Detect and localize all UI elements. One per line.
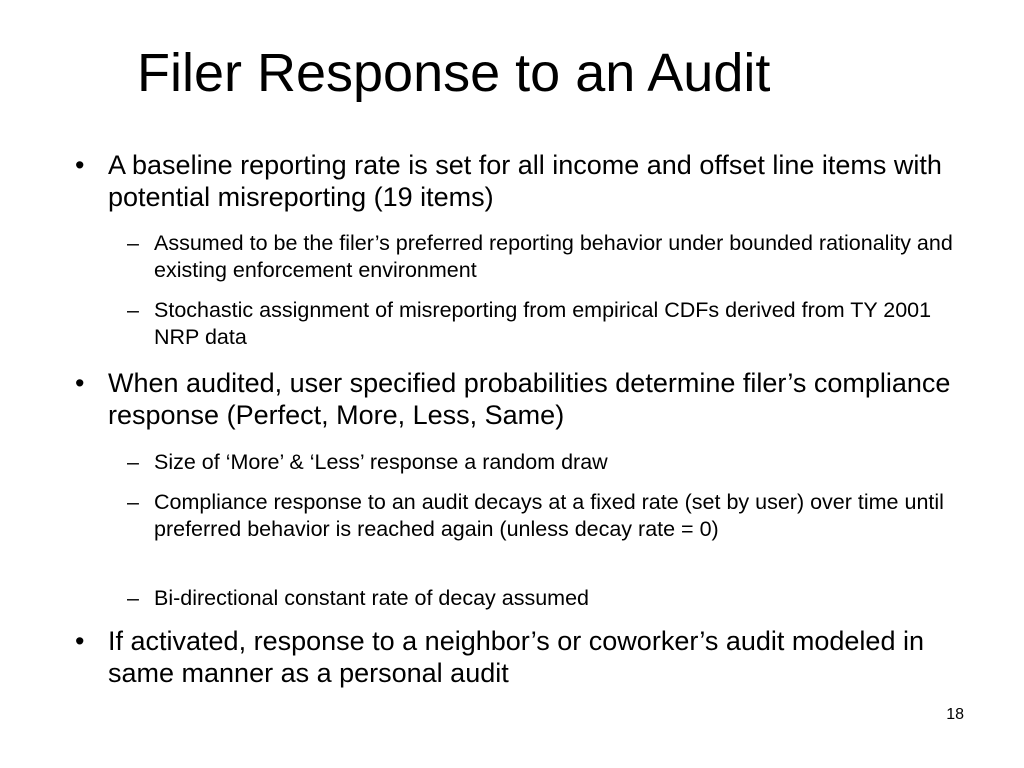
dash-marker: – (127, 231, 139, 255)
bullet-marker: • (75, 150, 85, 180)
dash-marker: – (127, 490, 139, 514)
sub-bullet-text: Compliance response to an audit decays at a fixed rate (set by user) over time until preferred behavior is reached again (unless decay rate = 0) (154, 490, 944, 541)
sub-bullet-text: Bi-directional constant rate of decay assumed (154, 586, 590, 610)
bullet-item (75, 367, 988, 431)
sub-bullet-item (127, 489, 974, 543)
bullet-marker: • (75, 368, 85, 398)
sub-bullet-item (127, 297, 974, 351)
sub-bullet-item (127, 585, 974, 612)
sub-bullet-text: Size of ‘More’ & ‘Less’ response a random draw (154, 450, 608, 474)
page-number: 18 (946, 706, 964, 723)
sub-bullet-text: Assumed to be the filer’s preferred reporting behavior under bounded rationality and existing enforcement environment (154, 231, 953, 282)
bullet-marker: • (75, 626, 85, 656)
bullet-text: When audited, user specified probabilities determine filer’s compliance response (Perfect, More, Less, Same) (108, 368, 951, 430)
dash-marker: – (127, 586, 139, 610)
sub-bullet-text: Stochastic assignment of misreporting from empirical CDFs derived from TY 2001 NRP data (154, 298, 932, 349)
bullet-text: A baseline reporting rate is set for all income and offset line items with potential misreporting (19 items) (108, 150, 942, 212)
bullet-item (75, 149, 988, 213)
dash-marker: – (127, 298, 139, 322)
sub-bullet-item (127, 449, 974, 476)
bullet-item (75, 625, 988, 689)
slide-title: Filer Response to an Audit (137, 43, 771, 103)
bullet-text: If activated, response to a neighbor’s or coworker’s audit modeled in same manner as a personal audit (108, 626, 924, 688)
sub-bullet-item (127, 230, 974, 284)
dash-marker: – (127, 450, 139, 474)
